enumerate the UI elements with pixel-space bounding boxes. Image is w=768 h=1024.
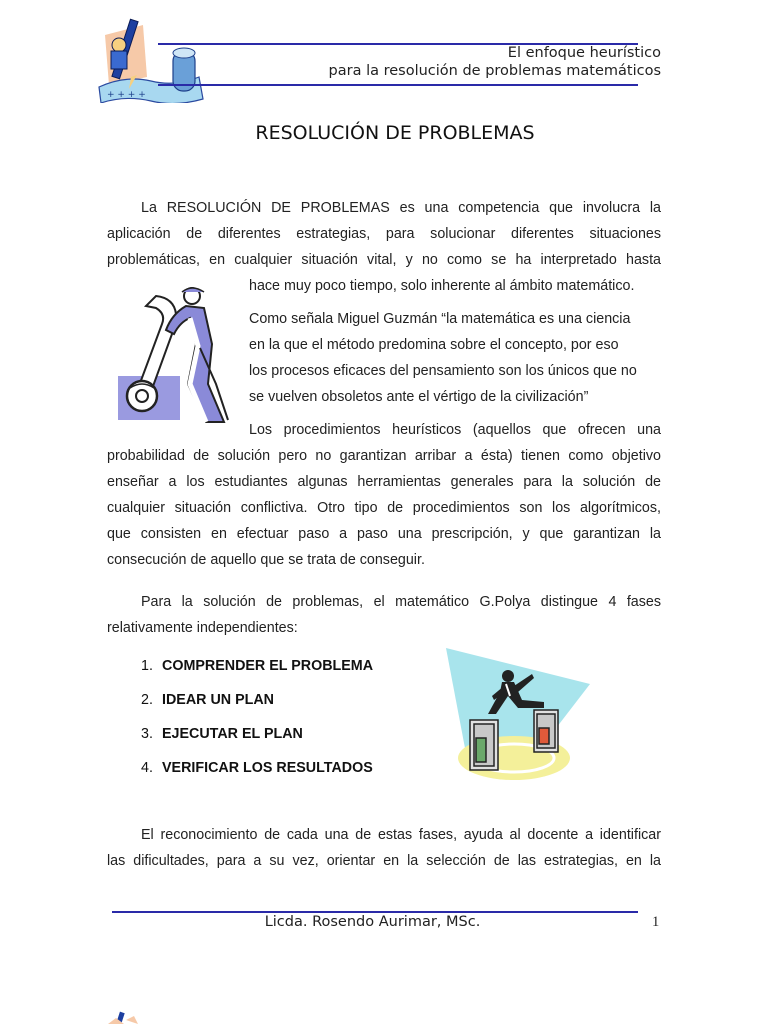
footer-rule bbox=[112, 911, 638, 913]
paragraph-1-line: hace muy poco tiempo, solo inherente al ámbito matemático. bbox=[249, 278, 635, 294]
paragraph-3-line: cualquier situación conflictiva. Otro tipo de procedimientos son los algorítmicos, bbox=[107, 500, 661, 516]
phase-item bbox=[141, 760, 373, 776]
paragraph-3-line: enseñar a los estudiantes algunas herramientas generales para la solución de bbox=[107, 474, 661, 490]
paragraph-2 bbox=[249, 306, 661, 410]
paragraph-2-line: Como señala Miguel Guzmán “la matemática es una ciencia bbox=[249, 311, 631, 327]
footer-author: Licda. Rosendo Aurimar, MSc. bbox=[264, 914, 481, 930]
phase-number: 4. bbox=[141, 760, 153, 776]
paragraph-5-line: las dificultades, para a su vez, orientar en la selección de las estrategias, en la bbox=[107, 853, 661, 869]
phase-label: VERIFICAR LOS RESULTADOS bbox=[162, 760, 373, 776]
paragraph-3-line: que consisten en efectuar paso a paso una prescripción, y que garantizan la bbox=[107, 526, 661, 542]
svg-text:+ + + +: + + + + bbox=[107, 90, 146, 100]
phase-number: 1. bbox=[141, 658, 153, 674]
paragraph-2-line: los procesos eficaces del pensamiento son los únicos que no bbox=[249, 363, 637, 379]
phase-number: 2. bbox=[141, 692, 153, 708]
paragraph-1-line: aplicación de diferentes estrategias, para solucionar diferentes situaciones bbox=[107, 226, 661, 242]
paragraph-3 bbox=[107, 417, 661, 573]
header-clipart bbox=[95, 15, 207, 103]
paragraph-4-line: relativamente independientes: bbox=[107, 620, 298, 636]
phase-label: IDEAR UN PLAN bbox=[162, 692, 274, 708]
phase-label: COMPRENDER EL PROBLEMA bbox=[162, 658, 374, 674]
header-rule-bottom bbox=[158, 84, 638, 86]
phase-item bbox=[141, 658, 373, 674]
paragraph-1-line: La RESOLUCIÓN DE PROBLEMAS es una competencia que involucra la bbox=[141, 200, 661, 216]
header-line-1: El enfoque heurístico bbox=[507, 45, 661, 61]
paragraph-5 bbox=[107, 822, 661, 874]
paragraph-3-line: consecución de aquello que se trata de conseguir. bbox=[107, 552, 425, 568]
paragraph-2-line: se vuelven obsoletos ante el vértigo de la civilización” bbox=[249, 389, 589, 405]
phase-item bbox=[141, 692, 274, 708]
paragraph-4-line: Para la solución de problemas, el matemático G.Polya distingue 4 fases bbox=[141, 594, 661, 610]
paragraph-4 bbox=[107, 589, 661, 641]
paragraph-1-line: problemáticas, en cualquier situación vital, y no como se ha interpretado hasta bbox=[107, 252, 661, 268]
worker-clipart bbox=[116, 284, 240, 426]
paragraph-5-line: El reconocimiento de cada una de estas fases, ayuda al docente a identificar bbox=[141, 827, 661, 843]
header-line-2: para la resolución de problemas matemáticos bbox=[328, 63, 661, 79]
page-number: 1 bbox=[652, 914, 660, 930]
paragraph-3-line: Los procedimientos heurísticos (aquellos que ofrecen una bbox=[249, 422, 661, 438]
next-page-clipart bbox=[104, 1010, 144, 1024]
phase-item bbox=[141, 726, 303, 742]
page-title: RESOLUCIÓN DE PROBLEMAS bbox=[255, 122, 535, 144]
paragraph-3-line: probabilidad de solución pero no garantizan arribar a ésta) tienen como objetivo bbox=[107, 448, 661, 464]
phase-number: 3. bbox=[141, 726, 153, 742]
paragraph-2-line: en la que el método predomina sobre el concepto, por eso bbox=[249, 337, 619, 353]
phase-label: EJECUTAR EL PLAN bbox=[162, 726, 303, 742]
jumping-man-clipart bbox=[440, 644, 594, 784]
